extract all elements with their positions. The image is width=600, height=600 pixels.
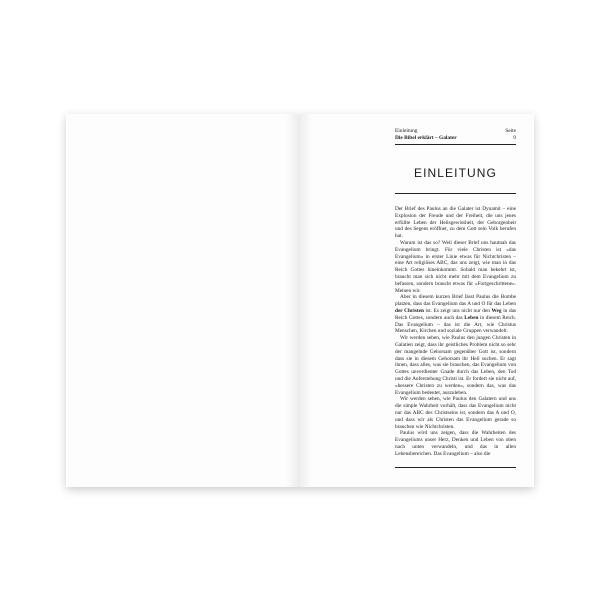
paragraph-2: Warum ist das so? Weil dieser Brief uns hautnah das Evangelium bringt. Für viele Christen ist »das Evangelium« in erster Linie etwas für Nichtchristen – eine Art religiöses ABC, das uns zeigt, wie man in das Reich Gottes hineinkommt. Sobald man bekehrt ist, braucht man sich nicht mehr mit dem Evangelium zu befassen, sondern braucht etwas für »Fortgeschrittene«. Meinen wir.: [395, 239, 516, 294]
chapter-title: EINLEITUNG: [413, 166, 497, 180]
left-gutter-shadow: [286, 114, 300, 487]
right-gutter-shadow: [300, 114, 312, 487]
paragraph-3-part: Aber in diesem kurzen Brief lässt Paulus die Bombe platzen, dass das Evangelium das A und O für das Leben: [395, 294, 516, 308]
paragraph-4: Wir werden sehen, wie Paulus den jungen Christen in Galatien zeigt, dass ihr geistliches Problem nicht so sehr der mangelnde Gehorsam gegenüber Gott ist, sondern dass sie in diesem Gehorsam ihr Heil suchen. Er sagt ihnen, dass alles, was sie brauchen, das Evangelium von Gottes unverdienter Gnade durch das Leben, den Tod und die Auferstehung Christi ist. Er fordert sie nicht auf, »bessere Christen zu werden«, sondern das, was das Evangelium bedeutet, auszuleben.: [395, 335, 516, 396]
header-series: Einleitung: [395, 128, 418, 134]
emphasis-der-christen: der Christen: [395, 307, 424, 314]
paragraph-3: [395, 294, 516, 335]
emphasis-leben: Leben: [464, 314, 479, 321]
header-page-number: 9: [513, 135, 516, 141]
header-page-label: Seite: [505, 128, 516, 134]
emphasis-weg: Weg: [491, 307, 502, 314]
paragraph-3-part: ist. Es zeigt uns nicht nur den: [423, 307, 492, 314]
open-book: [66, 114, 534, 487]
header-book-title: Die Bibel erklärt – Galater: [395, 135, 457, 141]
header-rule: [395, 144, 516, 145]
paragraph-6: Paulus wird uns zeigen, dass die Wahrheiten des Evangeliums unser Herz, Denken und Leben von oben nach unten verwandeln, und das in allen Lebensbereichen. Das Evangelium – also die: [395, 430, 516, 457]
body-text: [395, 206, 516, 457]
right-page: [300, 114, 534, 487]
paragraph-3-part: in diesem Reich. Das Evangelium – das ist die Art, wie Christus Menschen, Kirchen und soziale Gruppen verwandelt.: [395, 314, 516, 335]
paragraph-1: Der Brief des Paulus an die Galater ist Dynamit – eine Explosion der Freude und der Freiheit, die uns jenes erfüllte Leben der Heilsgewissheit, der Geborgenheit und des Segens eröffnet, zu dem Gott sein Volk berufen hat.: [395, 206, 516, 240]
running-header: [395, 128, 516, 142]
paragraph-3-part: in das Reich Gottes, sondern auch das: [395, 307, 517, 321]
title-rule: [395, 193, 516, 194]
footer-rule: [395, 467, 516, 468]
left-page-blank: [66, 114, 300, 487]
paragraph-5: Wir werden sehen, wie Paulus den Galatern und uns die simple Wahrheit vorhält, dass das Evangelium nicht nur das ABC des Christseins ist, sondern das A und O, und dass wir als Christen das Evangelium gerade so brauchen wie Nichtchristen.: [395, 396, 516, 430]
